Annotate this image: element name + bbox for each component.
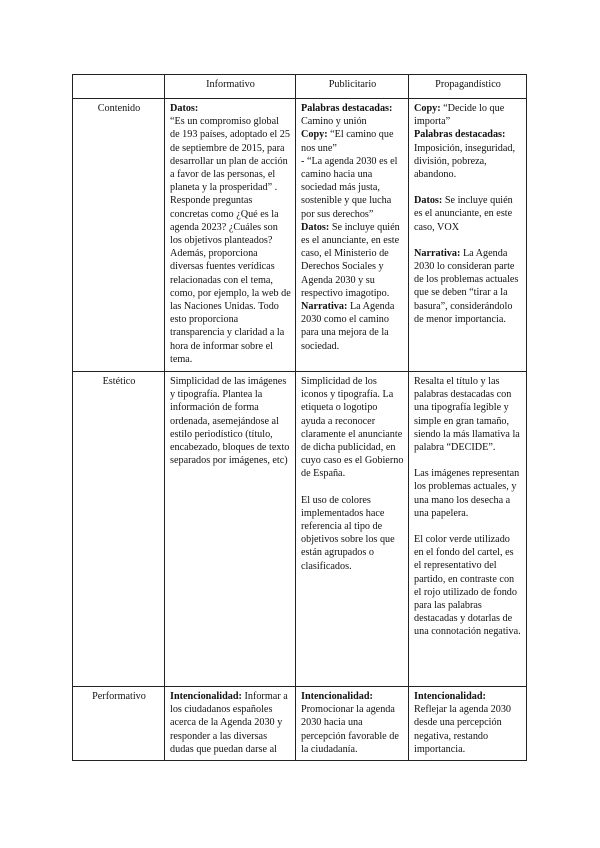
cell-contenido-publicitario <box>296 99 409 372</box>
cell-estetico-publicitario <box>296 372 409 687</box>
estetico-propagandistico-p3: El color verde utilizado en el fondo del cartel, es el representativo del partido, en contraste con el rojo utilizado de fondo para las palabras destacadas y dotarlas de una connotación negativa. <box>414 534 521 638</box>
narrativa-text: La Agenda 2030 como el camino para una mejora de la sociedad. <box>301 301 395 352</box>
palabras-text: Camino y unión <box>301 116 367 128</box>
row-header-performativo: Performativo <box>73 687 165 761</box>
intencionalidad-text: Promocionar la agenda 2030 hacia una percepción favorable de la ciudadanía. <box>301 704 399 755</box>
copy-block <box>414 102 522 128</box>
corner-cell <box>73 75 165 99</box>
datos-text: Se incluye quién es el anunciante, en este caso, el Ministerio de Derechos Sociales y Agenda 2030 y su respectivo imagotipo. <box>301 221 400 299</box>
cell-performativo-publicitario <box>296 687 409 761</box>
datos-text: Se incluye quién es el anunciante, en este caso, VOX <box>414 195 513 233</box>
copy-text: “Decide lo que importa” <box>414 103 505 128</box>
palabras-text: Imposición, inseguridad, división, pobreza, abandono. <box>414 142 516 181</box>
header-row <box>73 75 527 99</box>
cell-estetico-propagandistico <box>409 372 527 687</box>
cell-performativo-informativo <box>165 687 296 761</box>
intencionalidad-label: Intencionalidad: <box>301 691 373 702</box>
row-performativo <box>73 687 527 761</box>
row-header-estetico: Estético <box>73 372 165 687</box>
estetico-publicitario-p2: El uso de colores implementados hace referencia al tipo de objetivos sobre los que están agrupados o clasificados. <box>301 494 395 572</box>
estetico-informativo-text: Simplicidad de las imágenes y tipografía. Plantea la información de forma ordenada, asemejándose al estilo periodístico (título, encabezado, bloques de texto separados por imágenes, etc) <box>170 376 290 467</box>
narrativa-label: Narrativa: <box>301 301 348 313</box>
copy-block <box>301 128 404 154</box>
intencionalidad-block <box>414 690 522 756</box>
datos-label: Datos: <box>301 221 330 233</box>
intencionalidad-label: Intencionalidad: <box>170 691 242 702</box>
palabras-block <box>414 128 522 181</box>
row-contenido <box>73 99 527 372</box>
narrativa-block <box>301 300 404 353</box>
cell-contenido-propagandistico <box>409 99 527 372</box>
narrativa-label: Narrativa: <box>414 247 461 259</box>
datos-block <box>301 221 404 300</box>
informativo-description: Responde preguntas concretas como ¿Qué es la agenda 2023? ¿Cuáles son los objetivos planteados? Además, proporciona diversas fuentes verídicas relacionadas con el tema, como, por ejemplo, la web de las Naciones Unidas. Todo esto proporciona transparencia y claridad a la hora de informar sobre el tema. <box>170 195 291 365</box>
row-header-contenido: Contenido <box>73 99 165 372</box>
intencionalidad-text: Informar a los ciudadanos españoles acerca de la Agenda 2030 y responder a las diversas dudas que puedan darse al <box>170 691 288 755</box>
estetico-propagandistico-p1: Resalta el título y las palabras destacadas con una tipografía legible y simple en gran tamaño, siendo la más llamativa la palabra “DECIDE”. <box>414 376 520 454</box>
intencionalidad-block <box>301 690 404 756</box>
intencionalidad-text: Reflejar la agenda 2030 desde una percepción negativa, restando importancia. <box>414 704 512 755</box>
palabras-block <box>301 102 404 128</box>
intencionalidad-block <box>170 690 291 756</box>
cell-estetico-informativo <box>165 372 296 687</box>
col-header-propagandistico: Propagandístico <box>409 75 527 99</box>
row-estetico <box>73 372 527 687</box>
cell-contenido-informativo <box>165 99 296 372</box>
datos-text: “Es un compromiso global de 193 países, adoptado el 25 de septiembre de 2015, para desarrollar un plan de acción a favor de las personas, el planeta y la prosperidad” . <box>170 116 290 194</box>
palabras-label: Palabras destacadas: <box>301 103 393 114</box>
datos-block <box>414 194 522 234</box>
narrativa-block <box>414 247 522 326</box>
copy-text: “El camino que nos une” <box>301 129 394 154</box>
col-header-publicitario: Publicitario <box>296 75 409 99</box>
narrativa-text: La Agenda 2030 lo consideran parte de los problemas actuales que se deben “tirar a la basura”, considerándolo de menor importancia. <box>414 247 519 325</box>
comparison-table <box>72 74 527 761</box>
datos-block <box>170 102 291 194</box>
cell-performativo-propagandistico <box>409 687 527 761</box>
datos-label: Datos: <box>170 103 199 114</box>
col-header-informativo: Informativo <box>165 75 296 99</box>
quote-text: - “La agenda 2030 es el camino hacia una sociedad más justa, sostenible y que lucha por sus derechos” <box>301 155 398 220</box>
datos-label: Datos: <box>414 195 443 207</box>
palabras-label: Palabras destacadas: <box>414 129 506 141</box>
estetico-publicitario-p1: Simplicidad de los iconos y tipografía. La etiqueta o logotipo ayuda a reconocer claramente el anunciante de dicha publicidad, en cuyo caso es el Gobierno de España. <box>301 376 404 480</box>
copy-label: Copy: <box>301 129 328 141</box>
estetico-propagandistico-p2: Las imágenes representan los problemas actuales, y una mano los desecha a una papelera. <box>414 468 520 519</box>
copy-label: Copy: <box>414 103 441 114</box>
intencionalidad-label: Intencionalidad: <box>414 691 486 702</box>
